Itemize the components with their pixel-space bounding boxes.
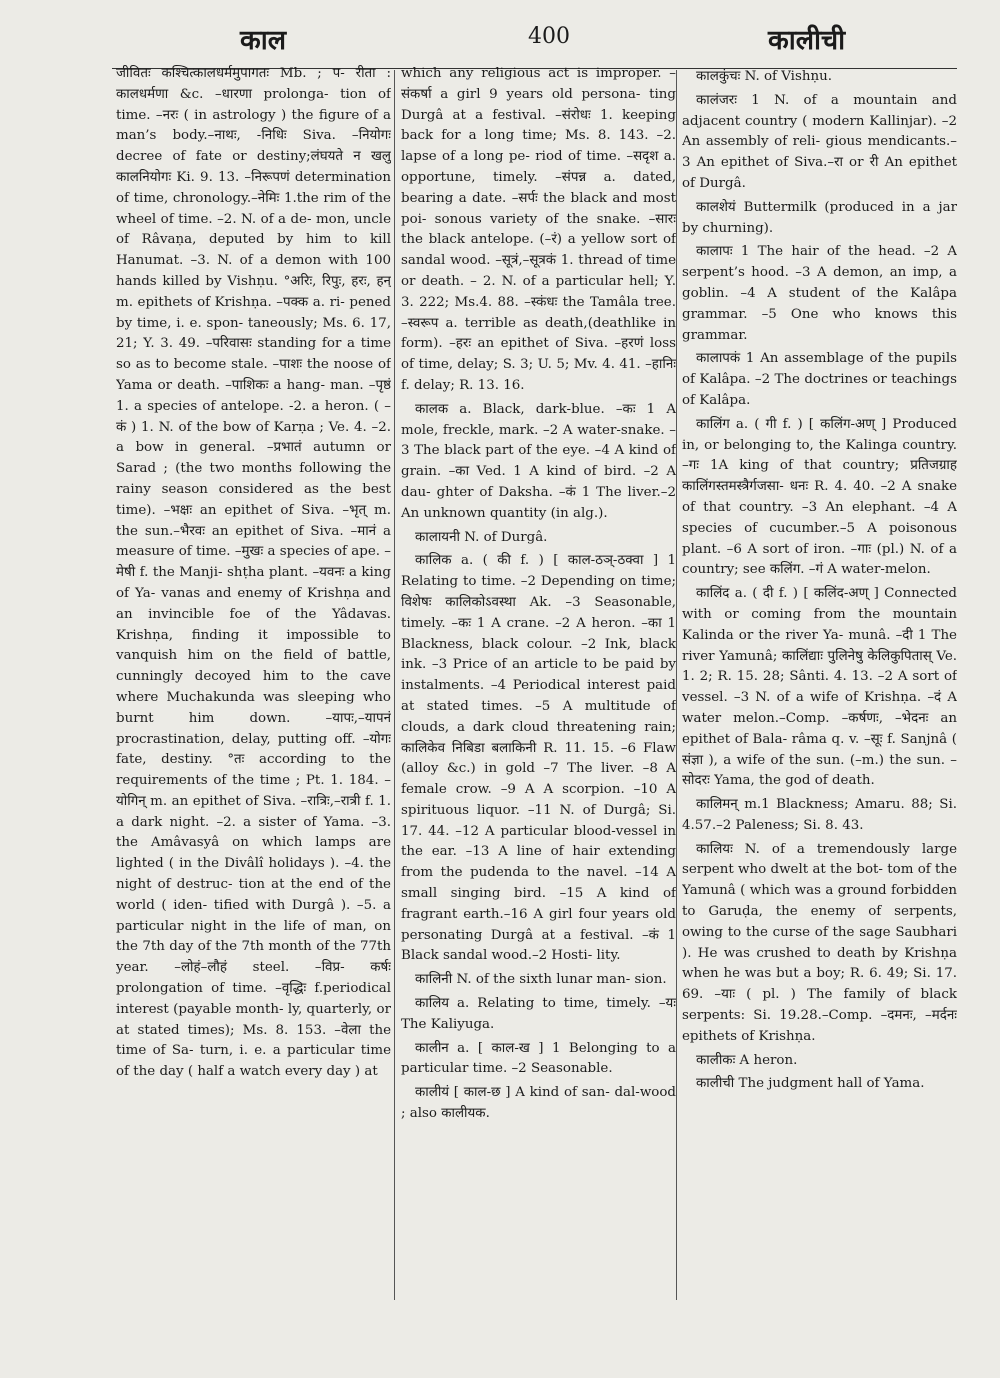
column-2 <box>401 64 676 1364</box>
entry-kalapaka: कालापकं 1 An assemblage of the pupils of Kalâpa. –2 The doctrines or teachings of Kalâpa. <box>682 351 957 408</box>
entry-kalaka: कालक a. Black, dark-blue. –कः 1 A mole, freckle, mark. –2 A water-snake. –3 The black part of the eye. –4 A kind of grain. –का Ved. 1 A kind of bird. –2 A dau- ghter of Daksha. –कं 1 The liver.–2 An unknown quantity (in alg.). <box>401 401 676 521</box>
entry-kalanjara: कालंजरः 1 N. of a mountain and adjacent country ( modern Kallinjar). –2 An assembly of reli- gious mendicants.–3 An epithet of Siva.–रा or री An epithet of Durgâ. <box>682 92 957 191</box>
entry-kalina: कालीन a. [ काल-ख ] 1 Belonging to a particular time. –2 Seasonable. <box>401 1040 676 1077</box>
column-divider <box>676 70 677 1300</box>
header-left-guide-word: काल <box>240 25 287 56</box>
entry-kalayani: कालायनी N. of Durgâ. <box>415 529 548 545</box>
column-3 <box>682 64 957 1364</box>
page-number: 400 <box>528 24 570 49</box>
entry-kaliman: कालिमन् m.1 Blackness; Amaru. 88; Si. 4.57.–2 Paleness; Si. 8. 43. <box>682 797 957 833</box>
entry-kalinda: कालिंद a. ( दी f. ) [ कलिंद-अण् ] Connected with or coming from the mountain Kalinda or the river Ya- munâ. –दी 1 The river Yamunâ; कालिंद्याः पुलिनेषु केलिकुपितास् Ve. 1. 2; R. 15. 28; Sânti. 4. 13. –2 A sort of vessel. –3 N. of a wife of Krishṇa. –दं A water melon.–Comp. –कर्षणः, –भेदनः an epithet of Bala- râma q. v. –सूः f. Sanjnâ ( संज्ञा ), a wife of the sun. (–m.) the sun. –सोदरः Yama, the god of death. <box>682 586 957 789</box>
entry-kaliyam: कालीयं [ काल-छ ] A kind of san- dal-wood ; also कालीयक. <box>401 1085 676 1122</box>
entry-kalasheya: कालशेयं Buttermilk (produced in a jar by churning). <box>682 199 957 236</box>
column-divider <box>394 70 395 1300</box>
entry-kalika-heron: कालीकः A heron. <box>696 1052 798 1068</box>
entry-kalakunca: कालकुंचः N. of Vishṇu. <box>696 69 832 84</box>
entry-kalapa: कालापः 1 The hair of the head. –2 A serpent’s hood. –3 A demon, an imp, a goblin. –4 A student of the Kalâpa grammar. –5 One who knows this grammar. <box>682 244 957 343</box>
entry-text: जीवितः कश्चित्कालधर्ममुपागतः Mb. ; प- रीता : कालधर्मणा &c. –धारणा prolonga- tion of time. –नरः ( in astrology ) the figure of a man’s body.–नाथः, -निधिः Siva. –नियोगः decree of fate or destiny;लंघयते न खलु कालनियोगः Ki. 9. 13. –निरूपणं determination of time, chronology.–नेमिः 1.the rim of the wheel of time. –2. N. of a de- mon, uncle of Râvaṇa, deputed by him to kill Hanumat. –3. N. of a demon with 100 hands killed by Vishṇu. °अरिः, रिपुः, हरः, हन् m. epithets of Krishṇa. –पक्क a. ri- pened by time, i. e. spon- taneously; Ms. 6. 17, 21; Y. 3. 49. –परिवासः standing for a time so as to become stale. –पाशः the noose of Yama or death. –पाशिकः a hang- man. –पृष्ठं 1. a species of antelope. -2. a heron. ( –कं ) 1. N. of the bow of Karṇa ; Ve. 4. –2. a bow in general. –प्रभातं autumn or Sarad ; (the two months following the rainy season considered as the best time). –भक्षः an epithet of Siva. –भृत् m. the sun.–भैरवः an epithet of Siva. –मानं a measure of time. –मुखः a species of ape. –मेषी f. the Manji- shṭha plant. –यवनः a king of Ya- vanas and enemy of Krishṇa and an invincible foe of the Yâdavas. Krishṇa, finding it impossible to vanquish him on the field of battle, cunningly decoyed him to the cave where Muchakunda was sleeping who burnt him down. –यापः,–यापनं procrastination, delay, putting off. –योगः fate, destiny. °तः according to the requirements of the time ; Pt. 1. 184. –योगिन् m. an epithet of Siva. –रात्रिः,–रात्री f. 1. a dark night. –2. a sister of Yama. –3. the Amâvasyâ on which lamps are lighted ( in the Divâlî holidays ). –4. the night of destruc- tion at the end of the world ( iden- tified with Durgâ ). –5. a particular night in the life of man, on the 7th day of the 7th month of the 77th year. –लोहं–लौहं steel. –विप्र- कर्षः prolongation of time. –वृद्धिः f.periodical interest (payable month- ly, quarterly, or at stated times); Ms. 8. 153. –वेला the time of Sa- turn, i. e. a particular time of the day ( half a watch every day ) at <box>116 66 391 1080</box>
entry-text: which any religious act is improper. –संकर्षा a girl 9 years old persona- ting Durgâ at a festival. –संरोधः 1. keeping back for a long time; Ms. 8. 143. –2. lapse of a long pe- riod of time. –सदृश a. opportune, timely. –संपन्न a. dated, bearing a date. –सर्पः the black and most poi- sonous variety of the snake. –सारः the black antelope. (–रं) a yellow sort of sandal wood. –सूत्रं,–सूत्रकं 1. thread of time or death. – 2. N. of a particular hell; Y. 3. 222; Ms.4. 88. –स्कंधः the Tamâla tree. –स्वरूप a. terrible as death,(deathlike in form). –हरः an epithet of Siva. –हरणं loss of time, delay; S. 3; U. 5; Mv. 4. 41. –हानिः f. delay; R. 13. 16. <box>401 66 676 393</box>
entry-kalinga: कालिंग a. ( गी f. ) [ कलिंग-अण् ] Produced in, or belonging to, the Kalinga country. –गः 1A king of that country; प्रतिजग्राह कालिंगस्तमस्त्रैर्गजसा- धनः R. 4. 40. –2 A snake of that country. –3 An elephant. –4 A species of cucumber.–5 A poisonous plant. –6 A sort of iron. –गाः (pl.) N. of a country; see कलिंग. –गं A water-melon. <box>682 416 957 578</box>
entry-kalika: कालिक a. ( की f. ) [ काल-ठञ्-ठक्वा ] 1 Relating to time. –2 Depending on time; विशेषः कालिकोऽवस्था Ak. –3 Seasonable, timely. –कः 1 A crane. –2 A heron. –का 1 Blackness, black colour. –2 Ink, black ink. –3 Price of an article to be paid by instalments. –4 Periodical interest paid at stated times. –5 A multitude of clouds, a dark cloud threatening rain; कालिकेव निबिडा बलाकिनी R. 11. 15. –6 Flaw (alloy &c.) in gold –7 The liver. –8 A female crow. –9 A A scorpion. –10 A spirituous liquor. –11 N. of Durgâ; Si. 17. 44. –12 A particular blood-vessel in the ear. –13 A line of hair extending from the pudenda to the navel. –14 A small singing bird. –15 A kind of fragrant earth.–16 A girl four years old personating Durgâ at a festival. –कं 1 Black sandal wood.–2 Hosti- lity. <box>401 553 676 964</box>
entry-kaliya: कालियः N. of a tremendously large serpent who dwelt at the bot- tom of the Yamunâ ( which was a ground forbidden to Garuḍa, the enemy of serpents, owing to the curse of the sage Saubhari ). He was crushed to death by Krishṇa when he was but a boy; R. 6. 49; Si. 17. 69. –याः ( pl. ) The family of black serpents: Si. 19.28.–Comp. –दमनः, –मर्दनः epithets of Krishṇa. <box>682 841 957 1044</box>
entry-kalici: कालीची The judgment hall of Yama. <box>696 1076 925 1092</box>
entry-kaliya-adj: कालिय a. Relating to time, timely. –यः The Kaliyuga. <box>401 996 676 1032</box>
entry-kalini: कालिनी N. of the sixth lunar man- sion. <box>415 972 667 988</box>
column-1 <box>116 64 391 1364</box>
header-right-guide-word: कालीची <box>768 25 846 56</box>
